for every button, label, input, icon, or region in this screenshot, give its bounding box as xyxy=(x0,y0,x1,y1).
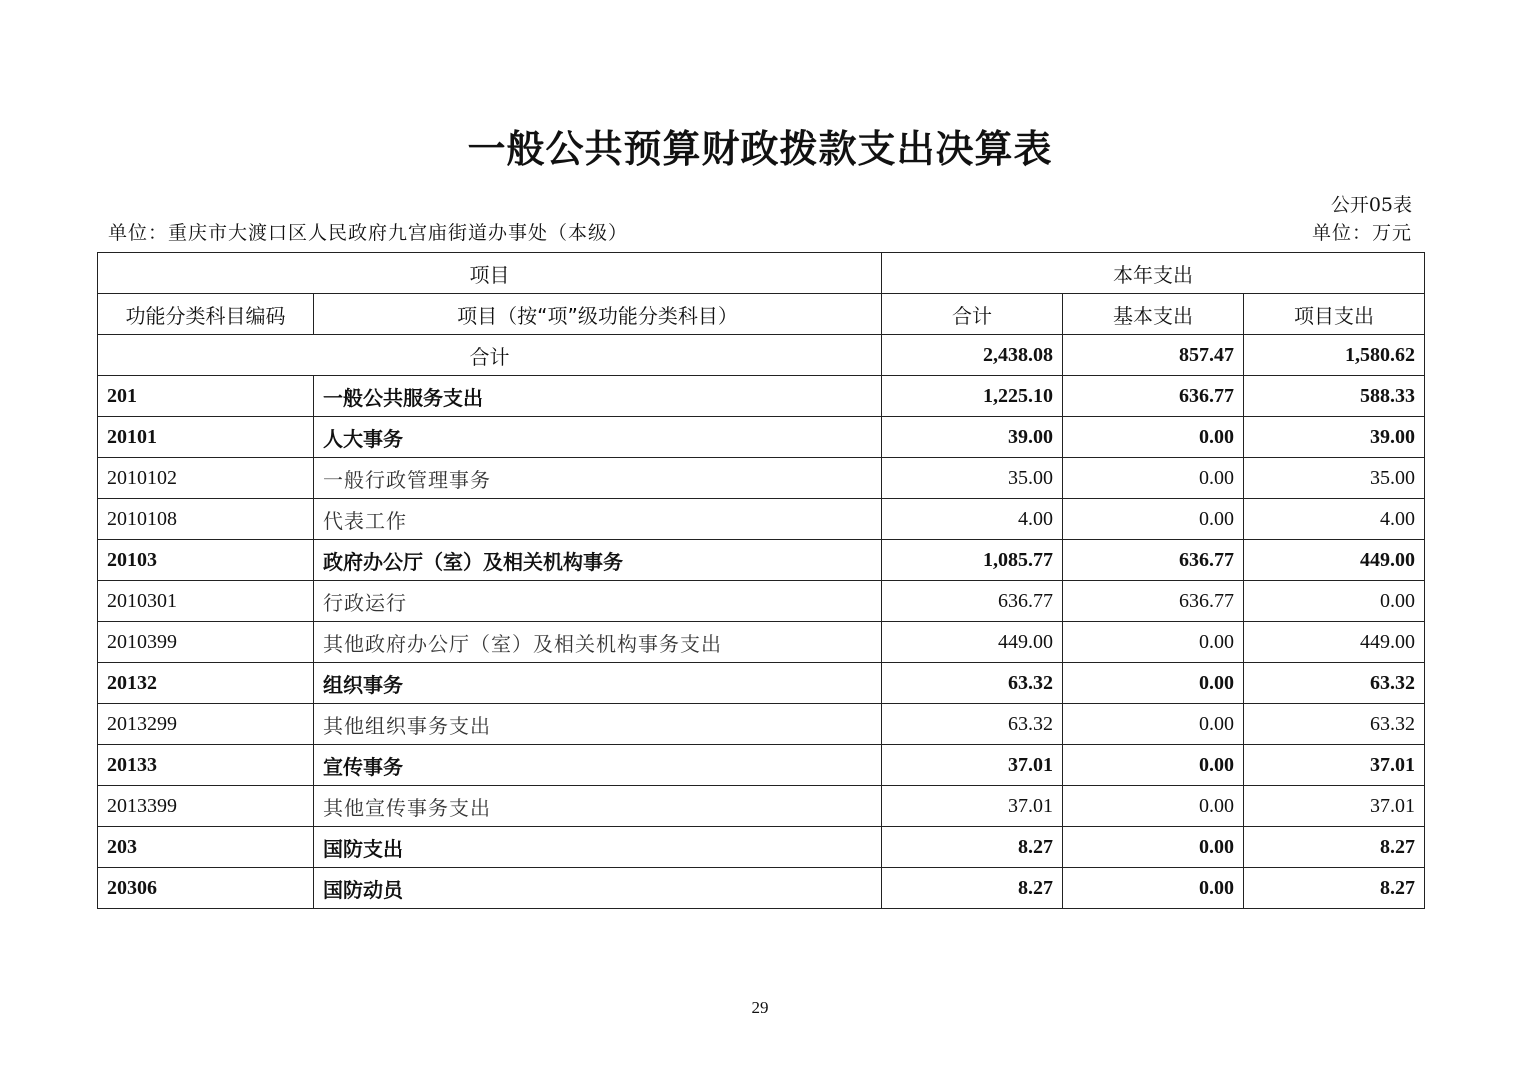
row-code: 20103 xyxy=(98,540,314,581)
row-name: 其他政府办公厅（室）及相关机构事务支出 xyxy=(314,622,882,663)
row-project: 8.27 xyxy=(1244,868,1425,909)
row-name: 行政运行 xyxy=(314,581,882,622)
row-basic: 0.00 xyxy=(1063,622,1244,663)
row-basic: 636.77 xyxy=(1063,581,1244,622)
header-row-group xyxy=(98,253,1425,294)
table-row xyxy=(98,663,1425,704)
row-name: 组织事务 xyxy=(314,663,882,704)
total-label: 合计 xyxy=(98,335,882,376)
row-code: 2013299 xyxy=(98,704,314,745)
table-row xyxy=(98,581,1425,622)
row-name: 代表工作 xyxy=(314,499,882,540)
table-row xyxy=(98,868,1425,909)
row-total: 39.00 xyxy=(882,417,1063,458)
table-row xyxy=(98,745,1425,786)
row-basic: 0.00 xyxy=(1063,827,1244,868)
row-basic: 636.77 xyxy=(1063,376,1244,417)
row-code: 2010301 xyxy=(98,581,314,622)
row-name: 一般公共服务支出 xyxy=(314,376,882,417)
row-total: 35.00 xyxy=(882,458,1063,499)
row-name: 宣传事务 xyxy=(314,745,882,786)
row-basic: 0.00 xyxy=(1063,458,1244,499)
row-total: 449.00 xyxy=(882,622,1063,663)
row-name: 一般行政管理事务 xyxy=(314,458,882,499)
table-row xyxy=(98,622,1425,663)
row-total: 8.27 xyxy=(882,827,1063,868)
row-name: 政府办公厅（室）及相关机构事务 xyxy=(314,540,882,581)
table-body xyxy=(98,335,1425,909)
row-name: 其他组织事务支出 xyxy=(314,704,882,745)
header-row-columns xyxy=(98,294,1425,335)
total-sum: 2,438.08 xyxy=(882,335,1063,376)
row-basic: 636.77 xyxy=(1063,540,1244,581)
row-code: 2010102 xyxy=(98,458,314,499)
row-project: 449.00 xyxy=(1244,540,1425,581)
row-basic: 0.00 xyxy=(1063,663,1244,704)
table-row xyxy=(98,540,1425,581)
expenditure-table xyxy=(97,252,1425,909)
row-basic: 0.00 xyxy=(1063,868,1244,909)
row-project: 63.32 xyxy=(1244,704,1425,745)
row-total: 37.01 xyxy=(882,745,1063,786)
row-code: 20101 xyxy=(98,417,314,458)
table-row xyxy=(98,458,1425,499)
table-number: 公开05表 xyxy=(1330,194,1412,216)
header-total: 合计 xyxy=(882,294,1063,335)
row-total: 37.01 xyxy=(882,786,1063,827)
row-code: 2010399 xyxy=(98,622,314,663)
page-title: 一般公共预算财政拨款支出决算表 xyxy=(467,127,1053,171)
row-code: 20132 xyxy=(98,663,314,704)
row-project: 39.00 xyxy=(1244,417,1425,458)
row-total: 1,085.77 xyxy=(882,540,1063,581)
row-code: 2013399 xyxy=(98,786,314,827)
row-basic: 0.00 xyxy=(1063,499,1244,540)
row-project: 4.00 xyxy=(1244,499,1425,540)
table-row xyxy=(98,786,1425,827)
table-row xyxy=(98,417,1425,458)
row-code: 203 xyxy=(98,827,314,868)
row-total: 8.27 xyxy=(882,868,1063,909)
row-project: 63.32 xyxy=(1244,663,1425,704)
row-code: 20133 xyxy=(98,745,314,786)
table-row xyxy=(98,376,1425,417)
row-total: 63.32 xyxy=(882,663,1063,704)
row-name: 国防动员 xyxy=(314,868,882,909)
row-project: 449.00 xyxy=(1244,622,1425,663)
row-total: 4.00 xyxy=(882,499,1063,540)
row-code: 2010108 xyxy=(98,499,314,540)
reporting-unit: 单位：重庆市大渡口区人民政府九宫庙街道办事处（本级） xyxy=(108,222,629,244)
row-basic: 0.00 xyxy=(1063,786,1244,827)
row-code: 201 xyxy=(98,376,314,417)
page-number: 29 xyxy=(751,998,769,1017)
total-row xyxy=(98,335,1425,376)
table-row xyxy=(98,499,1425,540)
row-project: 37.01 xyxy=(1244,786,1425,827)
row-basic: 0.00 xyxy=(1063,745,1244,786)
table-row xyxy=(98,704,1425,745)
header-item: 项目 xyxy=(98,253,882,294)
table-row xyxy=(98,827,1425,868)
row-name: 其他宣传事务支出 xyxy=(314,786,882,827)
row-project: 588.33 xyxy=(1244,376,1425,417)
header-current-year: 本年支出 xyxy=(882,253,1425,294)
header-project: 项目支出 xyxy=(1244,294,1425,335)
row-project: 37.01 xyxy=(1244,745,1425,786)
row-name: 国防支出 xyxy=(314,827,882,868)
row-code: 20306 xyxy=(98,868,314,909)
row-total: 63.32 xyxy=(882,704,1063,745)
total-project: 1,580.62 xyxy=(1244,335,1425,376)
row-name: 人大事务 xyxy=(314,417,882,458)
total-basic: 857.47 xyxy=(1063,335,1244,376)
row-total: 1,225.10 xyxy=(882,376,1063,417)
currency-unit: 单位：万元 xyxy=(1311,222,1412,244)
row-basic: 0.00 xyxy=(1063,417,1244,458)
row-total: 636.77 xyxy=(882,581,1063,622)
row-project: 0.00 xyxy=(1244,581,1425,622)
row-basic: 0.00 xyxy=(1063,704,1244,745)
header-name: 项目（按“项”级功能分类科目） xyxy=(314,294,882,335)
row-project: 8.27 xyxy=(1244,827,1425,868)
header-code: 功能分类科目编码 xyxy=(98,294,314,335)
row-project: 35.00 xyxy=(1244,458,1425,499)
header-basic: 基本支出 xyxy=(1063,294,1244,335)
